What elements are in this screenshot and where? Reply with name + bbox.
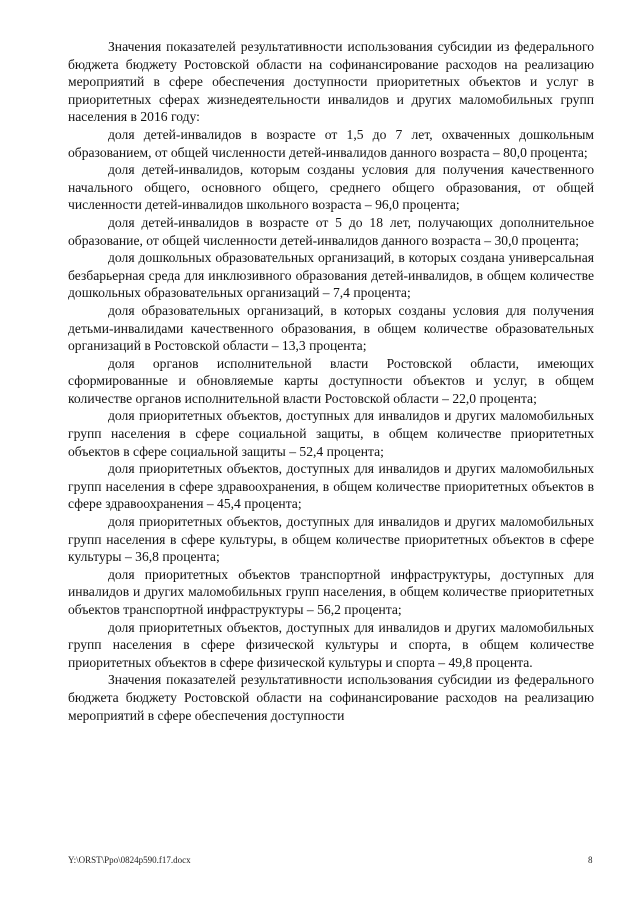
indicator-paragraph: доля детей-инвалидов в возрасте от 5 до 18 лет, получающих дополнительное образование, от общей численности детей-инвалидов данного возраста – 30,0 процента;	[68, 214, 594, 248]
continuation-paragraph: Значения показателей результативности использования субсидии из федерального бюджета бюджету Ростовской области на софинансирование расходов на реализацию мероприятий в сфере обеспечения доступности	[68, 672, 594, 723]
indicator-paragraph: доля приоритетных объектов, доступных для инвалидов и других маломобильных групп населения в сфере физической культуры и спорта, в общем количестве приоритетных объектов в сфере физической культуры и спорта – 49,8 процента.	[68, 619, 594, 670]
indicator-paragraph: доля приоритетных объектов транспортной инфраструктуры, доступных для инвалидов и других маломобильных групп населения, в общем количестве приоритетных объектов транспортной инфраструктуры – 56,2 процента;	[68, 566, 594, 617]
indicator-paragraph: доля приоритетных объектов, доступных для инвалидов и других маломобильных групп населения в сфере здравоохранения, в общем количестве приоритетных объектов в сфере здравоохранения – 45,4 процента;	[68, 461, 594, 512]
indicator-paragraph: доля детей-инвалидов, которым созданы условия для получения качественного начального общего, основного общего, среднего общего образования, от общей численности детей-инвалидов школьного возраста – 96,0 процента;	[68, 162, 594, 213]
indicator-paragraph: доля приоритетных объектов, доступных для инвалидов и других маломобильных групп населения в сфере социальной защиты, в общем количестве приоритетных объектов в сфере социальной защиты – 52,4 процента;	[68, 408, 594, 459]
intro-paragraph: Значения показателей результативности использования субсидии из федерального бюджета бюджету Ростовской области на софинансирование расходов на реализацию мероприятий в сфере обеспечения доступности приоритетных объектов и услуг в приоритетных сферах жизнедеятельности инвалидов и других маломобильных групп населения в 2016 году:	[68, 39, 594, 125]
footer-file-path: Y:\ORST\Ppo\0824p590.f17.docx	[68, 855, 191, 865]
indicator-paragraph: доля органов исполнительной власти Ростовской области, имеющих сформированные и обновляемые карты доступности объектов и услуг, в общем количестве органов исполнительной власти Ростовской области – 22,0 процента;	[68, 355, 594, 406]
document-body	[68, 38, 594, 724]
indicator-paragraph: доля образовательных организаций, в которых созданы условия для получения детьми-инвалидами качественного образования, в общем количестве образовательных организаций в Ростовской области – 13,3 процента;	[68, 302, 594, 354]
indicator-paragraph: доля детей-инвалидов в возрасте от 1,5 до 7 лет, охваченных дошкольным образованием, от общей численности детей-инвалидов данного возраста – 80,0 процента;	[68, 126, 594, 160]
page-number: 8	[588, 855, 593, 865]
indicator-paragraph: доля приоритетных объектов, доступных для инвалидов и других маломобильных групп населения в сфере культуры, в общем количестве приоритетных объектов в сфере культуры – 36,8 процента;	[68, 514, 594, 565]
indicator-paragraph: доля дошкольных образовательных организаций, в которых создана универсальная безбарьерная среда для инклюзивного образования детей-инвалидов, в общем количестве дошкольных образовательных организаций – 7,4 процента;	[68, 250, 594, 301]
